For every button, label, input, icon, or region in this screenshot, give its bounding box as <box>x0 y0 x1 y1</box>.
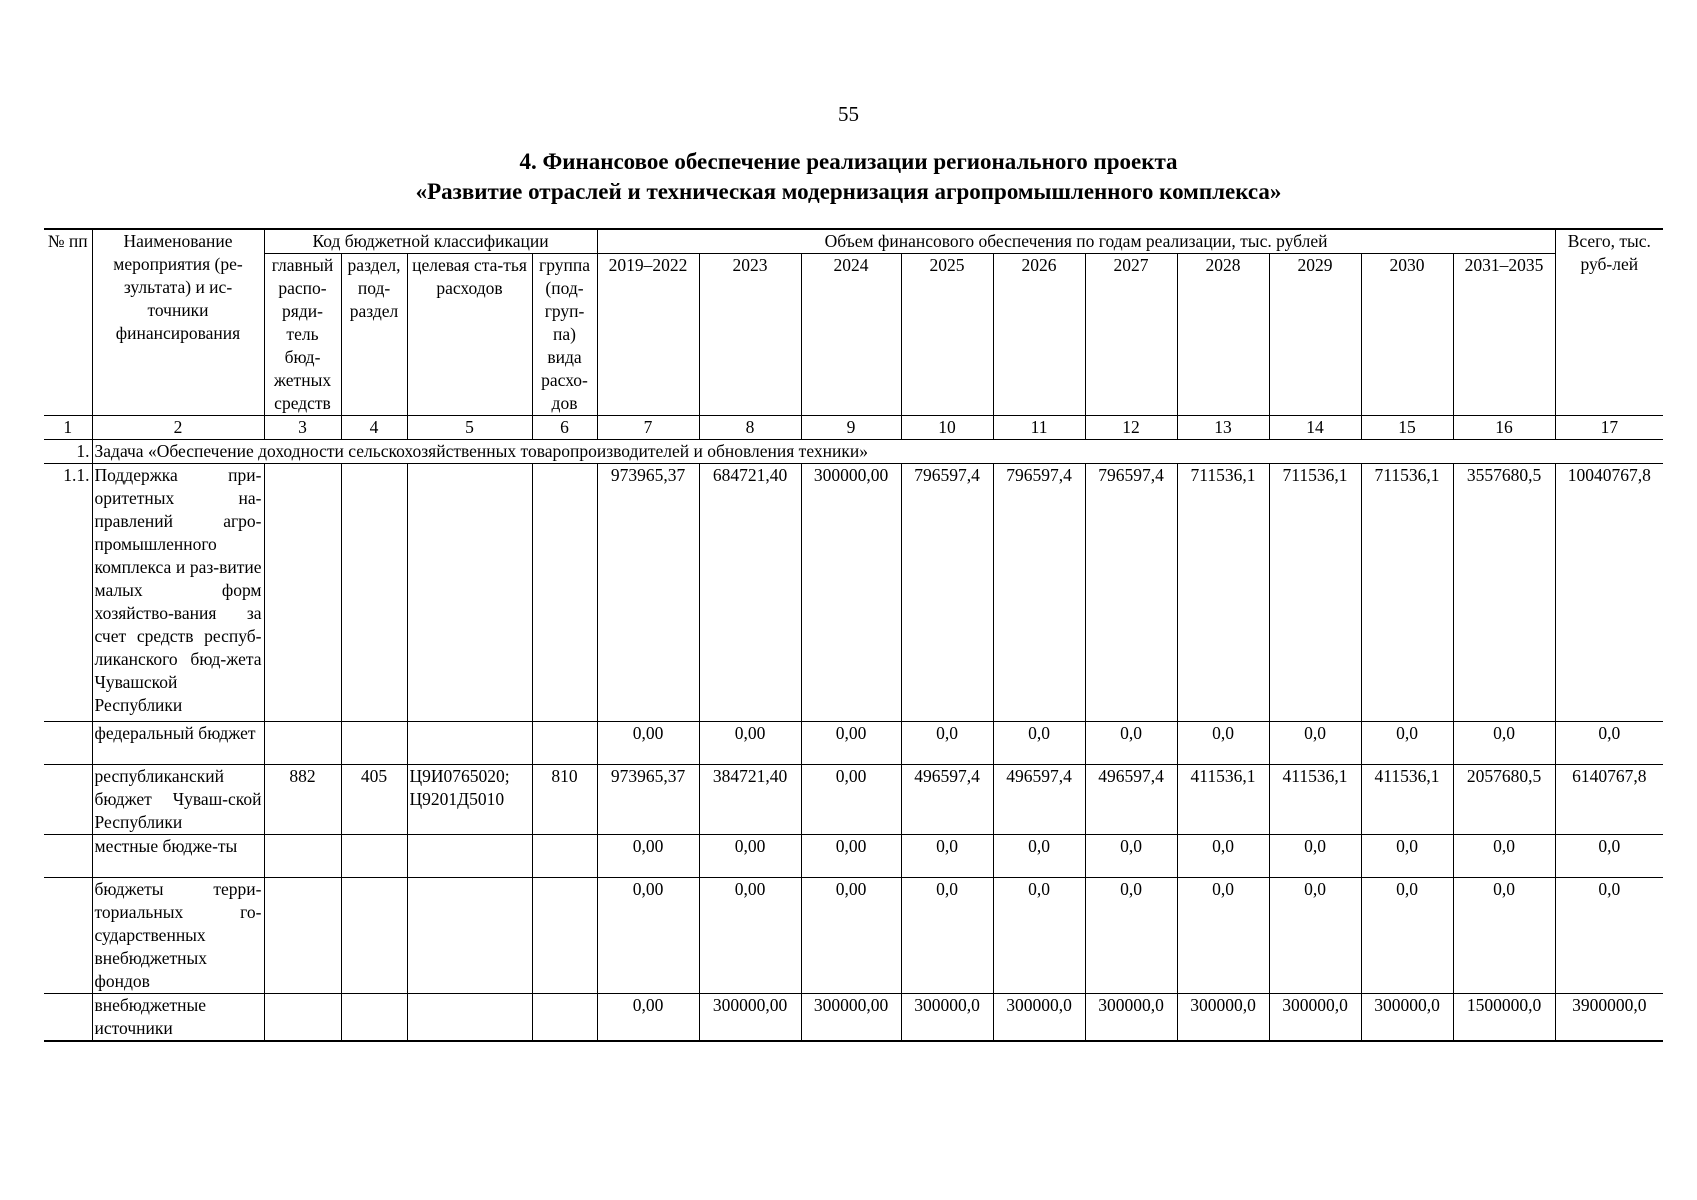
row-value: 300000,00 <box>801 464 901 722</box>
column-number: 16 <box>1453 416 1555 440</box>
row-target <box>407 878 532 994</box>
row-value: 973965,37 <box>597 464 699 722</box>
header-row-1 <box>44 229 1663 254</box>
header-year: 2028 <box>1177 254 1269 416</box>
row-section: 405 <box>341 765 407 835</box>
row-group <box>532 994 597 1042</box>
row-total: 0,0 <box>1555 722 1663 765</box>
table-body <box>44 229 1663 1041</box>
row-grbs <box>264 878 341 994</box>
column-number-row <box>44 416 1663 440</box>
row-value: 384721,40 <box>699 765 801 835</box>
column-number: 17 <box>1555 416 1663 440</box>
row-grbs <box>264 722 341 765</box>
column-number: 2 <box>92 416 264 440</box>
row-value: 0,0 <box>1177 878 1269 994</box>
row-name: внебюджетные источники <box>92 994 264 1042</box>
header-year: 2029 <box>1269 254 1361 416</box>
row-grbs <box>264 994 341 1042</box>
row-group <box>532 835 597 878</box>
row-value: 496597,4 <box>901 765 993 835</box>
header-col-target: целевая ста-тья расходов <box>407 254 532 416</box>
row-value: 711536,1 <box>1269 464 1361 722</box>
column-number: 3 <box>264 416 341 440</box>
row-name: федеральный бюджет <box>92 722 264 765</box>
table-row <box>44 765 1663 835</box>
row-value: 3557680,5 <box>1453 464 1555 722</box>
header-year: 2023 <box>699 254 801 416</box>
row-value: 0,00 <box>597 722 699 765</box>
header-year: 2031–2035 <box>1453 254 1555 416</box>
row-number <box>44 994 92 1042</box>
row-group <box>532 464 597 722</box>
row-value: 0,0 <box>993 722 1085 765</box>
header-col-group: группа (под-груп-па) вида расхо-дов <box>532 254 597 416</box>
row-value: 0,00 <box>699 835 801 878</box>
row-value: 0,00 <box>699 722 801 765</box>
row-value: 0,0 <box>1269 835 1361 878</box>
row-total: 3900000,0 <box>1555 994 1663 1042</box>
header-year: 2019–2022 <box>597 254 699 416</box>
row-value: 0,00 <box>597 994 699 1042</box>
row-value: 0,0 <box>1361 878 1453 994</box>
row-value: 796597,4 <box>901 464 993 722</box>
row-value: 411536,1 <box>1361 765 1453 835</box>
row-value: 0,0 <box>1085 835 1177 878</box>
row-value: 300000,0 <box>993 994 1085 1042</box>
row-value: 0,0 <box>1177 722 1269 765</box>
row-value: 1500000,0 <box>1453 994 1555 1042</box>
table-row <box>44 835 1663 878</box>
column-number: 1 <box>44 416 92 440</box>
table-row <box>44 722 1663 765</box>
row-value: 0,00 <box>801 765 901 835</box>
row-value: 300000,0 <box>1361 994 1453 1042</box>
row-value: 0,0 <box>1085 878 1177 994</box>
row-value: 0,0 <box>1269 722 1361 765</box>
row-value: 411536,1 <box>1177 765 1269 835</box>
header-group-budget-classification: Код бюджетной классификации <box>264 229 597 254</box>
row-value: 0,0 <box>901 878 993 994</box>
row-number <box>44 765 92 835</box>
row-grbs <box>264 464 341 722</box>
row-value: 0,0 <box>993 835 1085 878</box>
column-number: 11 <box>993 416 1085 440</box>
page-title <box>0 147 1697 207</box>
header-row-2 <box>44 254 1663 416</box>
row-value: 0,00 <box>801 722 901 765</box>
row-value: 496597,4 <box>1085 765 1177 835</box>
row-value: 0,0 <box>1177 835 1269 878</box>
column-number: 8 <box>699 416 801 440</box>
row-name: республиканский бюджет Чуваш-ской Республики <box>92 765 264 835</box>
row-number: 1.1. <box>44 464 92 722</box>
row-value: 300000,00 <box>801 994 901 1042</box>
row-group <box>532 878 597 994</box>
row-target <box>407 464 532 722</box>
row-total: 10040767,8 <box>1555 464 1663 722</box>
row-group: 810 <box>532 765 597 835</box>
column-number: 5 <box>407 416 532 440</box>
row-target <box>407 994 532 1042</box>
row-section <box>341 464 407 722</box>
column-number: 9 <box>801 416 901 440</box>
row-value: 0,00 <box>597 878 699 994</box>
row-value: 300000,0 <box>1269 994 1361 1042</box>
row-name: местные бюдже-ты <box>92 835 264 878</box>
table-row <box>44 464 1663 722</box>
column-number: 15 <box>1361 416 1453 440</box>
row-value: 711536,1 <box>1361 464 1453 722</box>
task-row <box>44 440 1663 464</box>
table-row <box>44 878 1663 994</box>
row-grbs: 882 <box>264 765 341 835</box>
row-value: 0,0 <box>1453 722 1555 765</box>
column-number: 7 <box>597 416 699 440</box>
row-value: 0,00 <box>597 835 699 878</box>
row-value: 0,00 <box>699 878 801 994</box>
row-section <box>341 994 407 1042</box>
row-value: 0,00 <box>801 835 901 878</box>
row-total: 0,0 <box>1555 878 1663 994</box>
row-section <box>341 835 407 878</box>
header-col-section: раздел, под-раздел <box>341 254 407 416</box>
row-value: 0,0 <box>1361 722 1453 765</box>
row-name: бюджеты терри-ториальных го-сударственных внебюджетных фондов <box>92 878 264 994</box>
title-line-2: «Развитие отраслей и техническая модернизация агропромышленного комплекса» <box>415 179 1282 204</box>
column-number: 6 <box>532 416 597 440</box>
row-number <box>44 878 92 994</box>
header-col-number: № пп <box>44 229 92 416</box>
header-col-total: Всего, тыс. руб-лей <box>1555 229 1663 416</box>
row-value: 973965,37 <box>597 765 699 835</box>
page-number: 55 <box>838 102 859 126</box>
row-target <box>407 722 532 765</box>
row-value: 796597,4 <box>1085 464 1177 722</box>
column-number: 14 <box>1269 416 1361 440</box>
row-value: 411536,1 <box>1269 765 1361 835</box>
row-value: 0,00 <box>801 878 901 994</box>
row-value: 2057680,5 <box>1453 765 1555 835</box>
column-number: 13 <box>1177 416 1269 440</box>
row-total: 6140767,8 <box>1555 765 1663 835</box>
row-grbs <box>264 835 341 878</box>
header-col-name: Наименование мероприятия (ре-зультата) и ис-точники финансирования <box>92 229 264 416</box>
row-target <box>407 835 532 878</box>
row-value: 300000,0 <box>1085 994 1177 1042</box>
row-value: 0,0 <box>993 878 1085 994</box>
row-name: Поддержка при-оритетных на-правлений агро-промышленного комплекса и раз-витие малых форм хозяйство-вания за счет средств респуб-ликанского бюд-жета Чувашской Республики <box>92 464 264 722</box>
column-number: 4 <box>341 416 407 440</box>
header-year: 2026 <box>993 254 1085 416</box>
row-number <box>44 835 92 878</box>
row-value: 796597,4 <box>993 464 1085 722</box>
row-value: 0,0 <box>1453 835 1555 878</box>
row-value: 0,0 <box>901 835 993 878</box>
header-col-grbs: главный распо-ряди-тель бюд-жетных средств <box>264 254 341 416</box>
row-section <box>341 722 407 765</box>
table-row <box>44 994 1663 1042</box>
row-value: 0,0 <box>1453 878 1555 994</box>
header-year: 2030 <box>1361 254 1453 416</box>
column-number: 10 <box>901 416 993 440</box>
row-total: 0,0 <box>1555 835 1663 878</box>
row-value: 300000,0 <box>901 994 993 1042</box>
title-line-1: 4. Финансовое обеспечение реализации регионального проекта <box>519 149 1178 174</box>
header-year: 2025 <box>901 254 993 416</box>
task-number: 1. <box>44 440 92 464</box>
row-value: 300000,0 <box>1177 994 1269 1042</box>
row-target: Ц9И0765020; Ц9201Д5010 <box>407 765 532 835</box>
row-value: 711536,1 <box>1177 464 1269 722</box>
column-number: 12 <box>1085 416 1177 440</box>
header-year: 2027 <box>1085 254 1177 416</box>
row-group <box>532 722 597 765</box>
row-value: 300000,00 <box>699 994 801 1042</box>
row-value: 684721,40 <box>699 464 801 722</box>
financing-table <box>44 228 1663 1042</box>
header-year: 2024 <box>801 254 901 416</box>
row-number <box>44 722 92 765</box>
task-text: Задача «Обеспечение доходности сельскохозяйственных товаропроизводителей и обновления техники» <box>92 440 1663 464</box>
row-section <box>341 878 407 994</box>
row-value: 0,0 <box>901 722 993 765</box>
row-value: 0,0 <box>1361 835 1453 878</box>
row-value: 0,0 <box>1269 878 1361 994</box>
row-value: 0,0 <box>1085 722 1177 765</box>
row-value: 496597,4 <box>993 765 1085 835</box>
header-group-volume: Объем финансового обеспечения по годам реализации, тыс. рублей <box>597 229 1555 254</box>
